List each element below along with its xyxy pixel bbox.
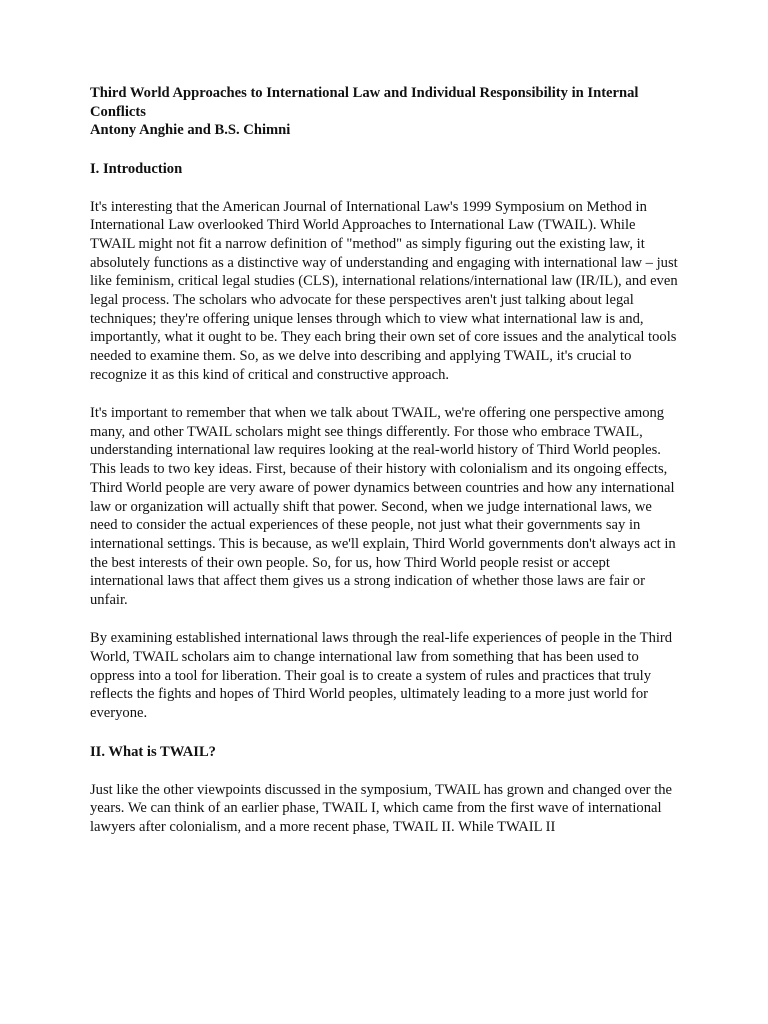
paragraph: It's interesting that the American Journal of International Law's 1999 Symposium on Method in International Law overlooked Third World Approaches to International Law (TWAIL). While TWAIL might not fit a narrow definition of "method" as simply figuring out the existing law, it absolutely functions as a distinctive way of understanding and engaging with international law – just like feminism, critical legal studies (CLS), international relations/international law (IR/IL), and even legal process. The scholars who advocate for these perspectives aren't just talking about legal techniques; they're offering unique lenses through which to view what international law is and, importantly, what it ought to be. They each bring their own set of core issues and the analytical tools needed to examine them. So, as we delve into describing and applying TWAIL, it's crucial to recognize it as this kind of critical and constructive approach. xyxy=(90,198,678,383)
paragraph: It's important to remember that when we talk about TWAIL, we're offering one perspective among many, and other TWAIL scholars might see things differently. For those who embrace TWAIL, understanding international law requires looking at the real-world history of Third World peoples. This leads to two key ideas. First, because of their history with colonialism and its ongoing effects, Third World people are very aware of power dynamics between countries and how any international law or organization will actually shift that power. Second, when we judge international laws, we need to consider the actual experiences of these people, not just what their governments say in international settings. This is because, as we'll explain, Third World governments don't always act in the best interests of their own people. So, for us, how Third World people resist or accept international laws that affect them gives us a strong indication of whether those laws are fair or unfair. xyxy=(90,405,676,609)
paragraph: Just like the other viewpoints discussed in the symposium, TWAIL has grown and changed over the years. We can think of an earlier phase, TWAIL I, which came from the first wave of international lawyers after colonialism, and a more recent phase, TWAIL II. While TWAIL II xyxy=(90,781,673,836)
section-heading-introduction: I. Introduction xyxy=(90,160,183,177)
paragraph: By examining established international laws through the real-life experiences of people in the Third World, TWAIL scholars aim to change international law from something that has been used to oppress into a tool for liberation. Their goal is to create a system of rules and practices that truly reflects the fights and hopes of Third World peoples, ultimately leading to a more just world for everyone. xyxy=(90,630,673,722)
document-authors: Antony Anghie and B.S. Chimni xyxy=(90,122,291,138)
document-title: Third World Approaches to International Law and Individual Responsibility in Internal Conflicts xyxy=(90,85,639,120)
section-heading-what-is-twail: II. What is TWAIL? xyxy=(90,743,216,760)
document-page xyxy=(90,84,680,837)
